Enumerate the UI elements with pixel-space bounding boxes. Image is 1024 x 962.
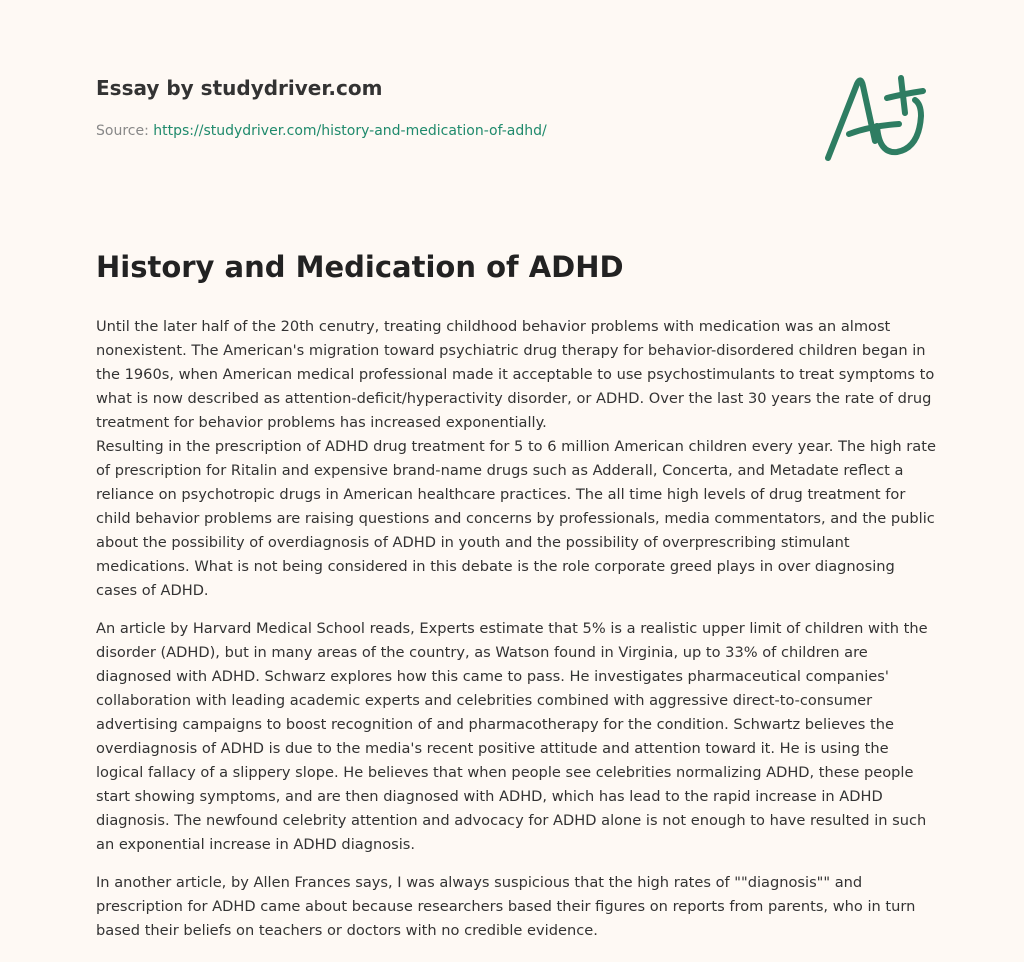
source-link[interactable]: https://studydriver.com/history-and-medication-of-adhd/	[153, 123, 547, 139]
paragraph: An article by Harvard Medical School reads, Experts estimate that 5% is a realistic upper limit of children with the disorder (ADHD), but in many areas of the country, as Watson found in Virginia, up to 33% of children are diagnosed with ADHD. Schwarz explores how this came to pass. He investigates pharmaceutical companies' collaboration with leading academic experts and celebrities combined with aggressive direct-to-consumer advertising campaigns to boost recognition of and pharmacotherapy for the condition. Schwartz believes the overdiagnosis of ADHD is due to the media's recent positive attitude and attention toward it. He is using the logical fallacy of a slippery slope. He believes that when people see celebrities normalizing ADHD, these people start showing symptoms, and are then diagnosed with ADHD, which has lead to the rapid increase in ADHD diagnosis. The newfound celebrity attention and advocacy for ADHD alone is not enough to have resulted in such an exponential increase in ADHD diagnosis.	[96, 620, 928, 853]
article-title: History and Medication of ADHD	[96, 250, 624, 284]
source-label: Source:	[96, 123, 149, 139]
paragraph: Resulting in the prescription of ADHD drug treatment for 5 to 6 million American children every year. The high rate of prescription for Ritalin and expensive brand-name drugs such as Adderall, Concerta, and Metadate reflect a reliance on psychotropic drugs in American healthcare practices. The all time high levels of drug treatment for child behavior problems are raising questions and concerns by professionals, media commentators, and the public about the possibility of overdiagnosis of ADHD in youth and the possibility of overprescribing stimulant medications. What is not being considered in this debate is the role corporate greed plays in over diagnosing cases of ADHD.	[96, 438, 936, 599]
site-title: Essay by studydriver.com	[96, 76, 383, 100]
paragraph: In another article, by Allen Frances says, I was always suspicious that the high rates of ""diagnosis"" and prescription for ADHD came about because researchers based their figures on reports from parents, who in turn based their beliefs on teachers or doctors with no credible evidence.	[96, 874, 916, 939]
paragraph: Until the later half of the 20th cenutry, treating childhood behavior problems with medication was an almost nonexistent. The American's migration toward psychiatric drug therapy for behavior-disordered children began in the 1960s, when American medical professional made it acceptable to use psychostimulants to treat symptoms to what is now described as attention-deficit/hyperactivity disorder, or ADHD. Over the last 30 years the rate of drug treatment for behavior problems has increased exponentially.	[96, 318, 935, 431]
source-line	[96, 123, 547, 139]
a-plus-logo-icon	[815, 66, 940, 171]
article-body	[96, 315, 936, 957]
